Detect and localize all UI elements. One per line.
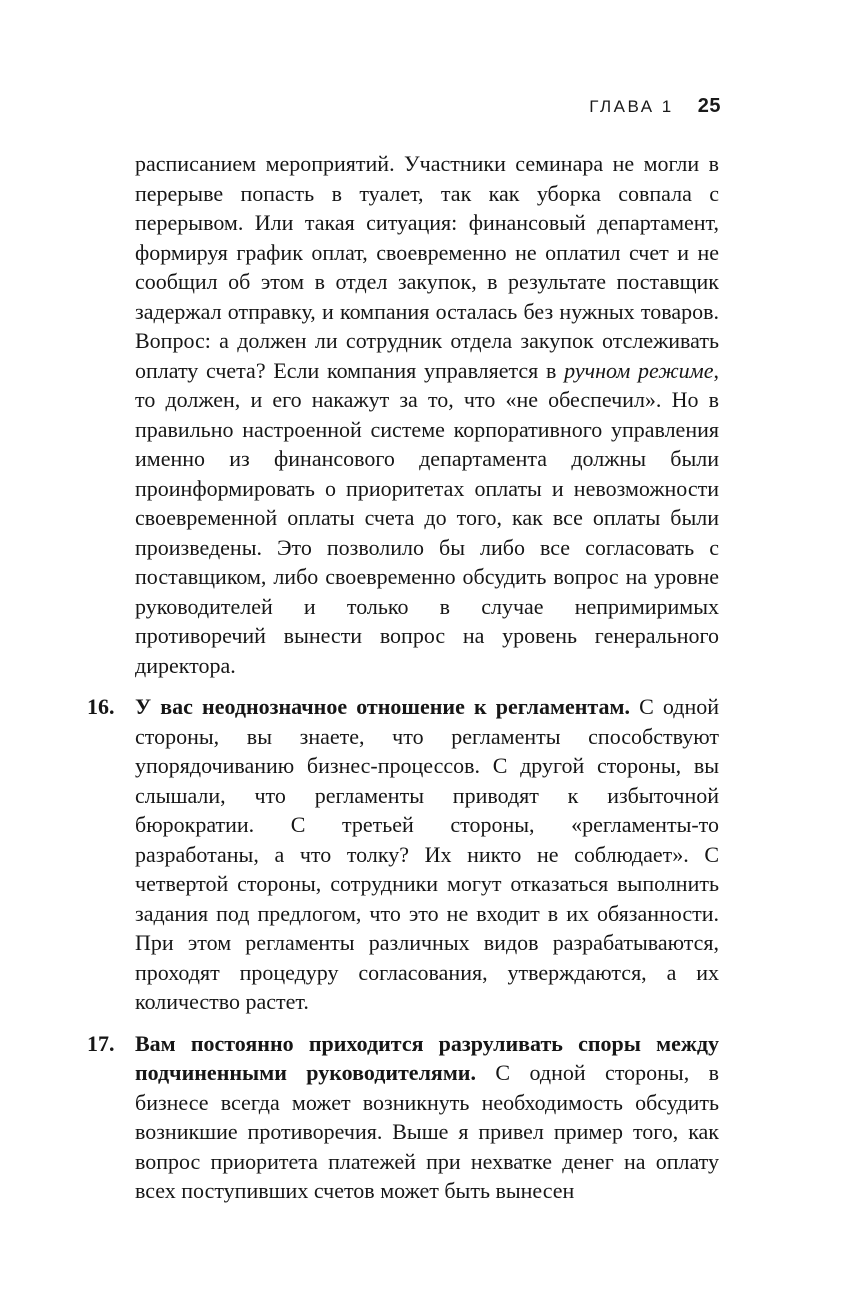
running-header [589, 95, 721, 118]
chapter-label: ГЛАВА 1 [589, 97, 674, 116]
page-content [87, 149, 720, 1206]
paragraph-continuation [135, 149, 719, 680]
list-item-17-text [135, 1029, 719, 1206]
list-item-17-number: 17. [87, 1030, 115, 1056]
paragraph-text-before-italic: расписанием мероприятий. Участники семинара не могли в перерыве попасть в туалет, так как уборка совпала с перерывом. Или такая ситуация: финансовый департамент, формируя график оплат, своевременно не оплатил счет и не сообщил об этом в отдел закупок, в результате поставщик задержал отправку, и компания осталась без нужных товаров. Вопрос: а должен ли сотрудник отдела закупок отслеживать оплату счета? Если компания управляется в [135, 151, 719, 383]
list-item-16-number: 16. [87, 694, 115, 719]
list-item-16 [87, 692, 719, 1017]
list-item-17-body: С одной стороны, в бизнесе всегда может возникнуть необходимость обсудить возникшие противоречия. Выше я привел пример того, как вопрос приоритета платежей при нехватке денег на оплату всех поступивших счетов может быть вынесен [135, 1060, 720, 1203]
page-number: 25 [697, 95, 721, 117]
list-item-16-text [135, 692, 719, 1017]
list-item-16-body: С одной стороны, вы знаете, что регламенты способствуют упорядочиванию бизнес-процессов. С другой стороны, вы слышали, что регламенты приводят к избыточной бюрократии. С третьей стороны, «регламенты-то разработаны, а что толку? Их никто не соблюдает». С четвертой стороны, сотрудники могут отказаться выполнить задания под предлогом, что это не входит в их обязанности. При этом регламенты различных видов разрабатываются, проходят процедуру согласования, утверждаются, а их количество растет. [135, 694, 719, 1014]
list-item-17-bold-lead: Вам постоянно приходится разруливать споры между подчиненными руководителями. [135, 1030, 719, 1085]
list-item-17 [87, 1029, 720, 1206]
paragraph-text-after-italic: , то должен, и его накажут за то, что «не обеспечил». Но в правильно настроенной системе корпоративного управления именно из финансового департамента должны были проинформировать о приоритетах оплаты и невозможности своевременной оплаты счета до того, как все оплаты были произведены. Это позволило бы либо все согласовать с поставщиком, либо своевременно обсудить вопрос на уровне руководителей и только в случае непримиримых противоречий вынести вопрос на уровень генерального директора. [135, 357, 719, 678]
italic-phrase: ручном режиме [564, 357, 714, 383]
list-item-16-bold-lead: У вас неоднозначное отношение к регламентам. [135, 694, 630, 719]
